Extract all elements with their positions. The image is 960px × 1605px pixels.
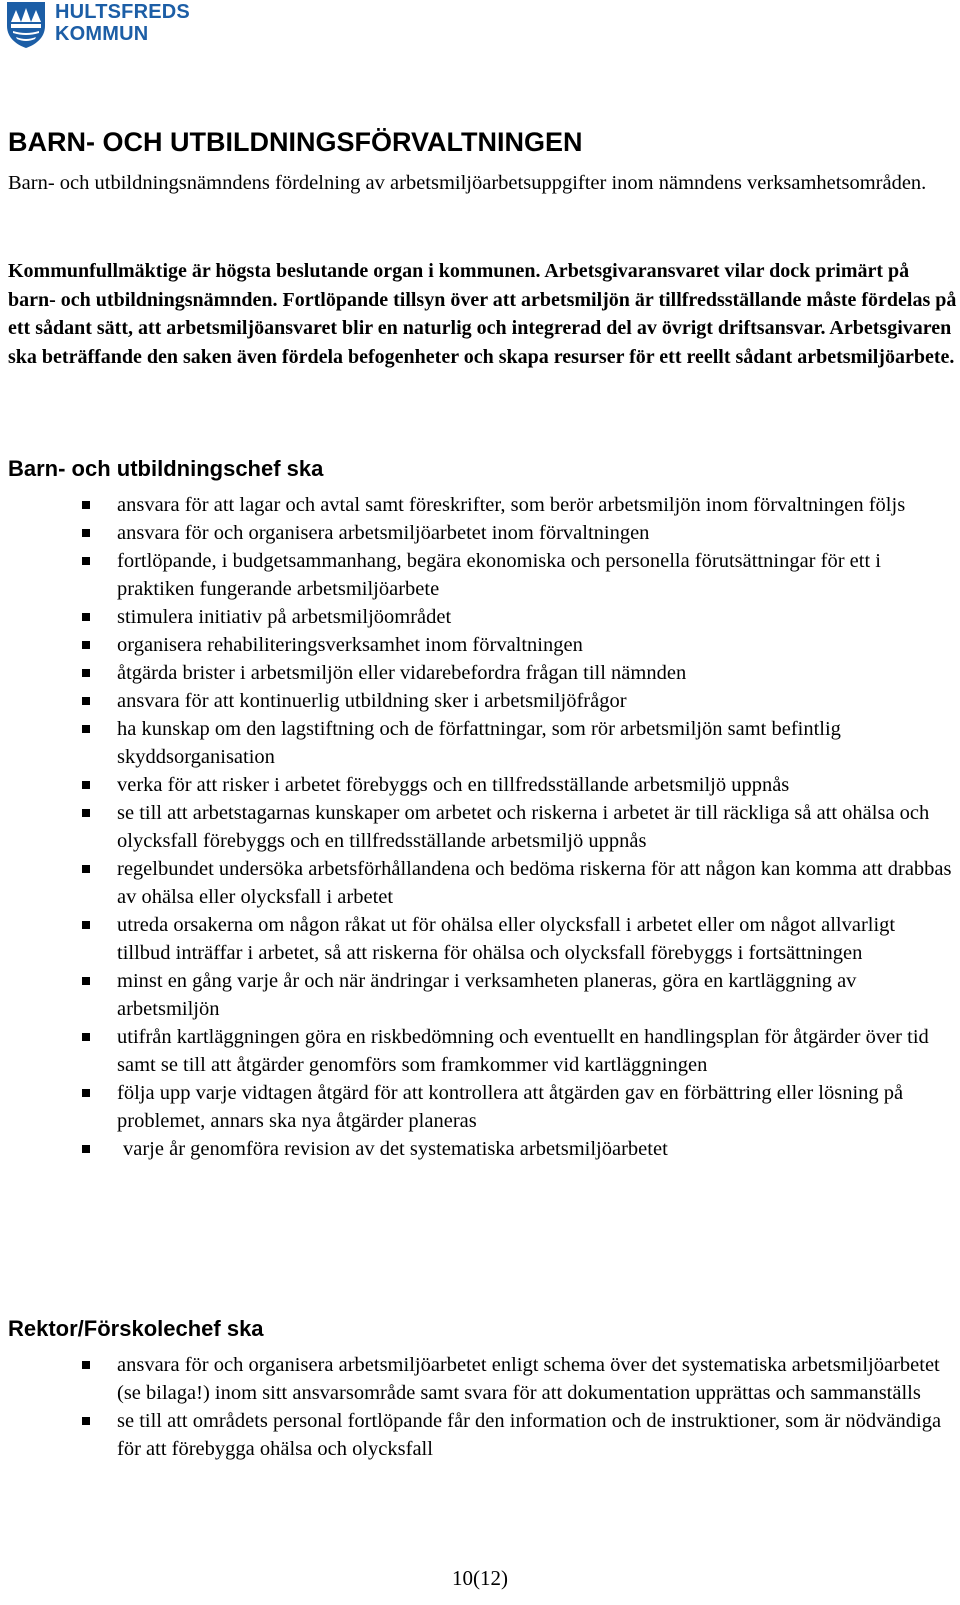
list-item-text: varje år genomföra revision av det systematiska arbetsmiljöarbetet: [123, 1138, 668, 1160]
list-item-text: se till att områdets personal fortlöpande får den information och de instruktioner, som är nödvändiga för att förebygga ohälsa och olycksfall: [117, 1410, 942, 1460]
bullet-icon: [82, 501, 90, 509]
list-item-text: ha kunskap om den lagstiftning och de författningar, som rör arbetsmiljön samt befintlig skyddsorganisation: [117, 718, 841, 768]
bullet-icon: [82, 1145, 90, 1153]
list-item-text: fortlöpande, i budgetsammanhang, begära ekonomiska och personella förutsättningar för ett i praktiken fungerande arbetsmiljöarbete: [117, 550, 881, 600]
list-item-text: följa upp varje vidtagen åtgärd för att kontrollera att åtgärden gav en förbättring eller lösning på problemet, annars ska nya åtgärder planeras: [117, 1082, 904, 1132]
bullet-icon: [82, 1361, 90, 1369]
bullet-icon: [82, 697, 90, 705]
list-item: [0, 967, 960, 1023]
list-item: [0, 659, 960, 687]
chef-duties-list: [0, 491, 960, 1163]
bullet-icon: [82, 1417, 90, 1425]
list-item-text: ansvara för och organisera arbetsmiljöarbetet enligt schema över det systematiska arbetsmiljöarbetet (se bilaga!) inom sitt ansvarsområde samt svara för att dokumentation upprättas och sammanställs: [117, 1354, 940, 1404]
page-number: 10(12): [452, 1566, 508, 1590]
page-title: BARN- OCH UTBILDNINGSFÖRVALTNINGEN: [8, 127, 583, 157]
section-heading-rektor: Rektor/Förskolechef ska: [8, 1316, 264, 1341]
list-item: [0, 631, 960, 659]
logo-line-2: KOMMUN: [55, 23, 149, 45]
subtitle: Barn- och utbildningsnämndens fördelning av arbetsmiljöarbetsuppgifter inom nämndens verksamhetsområden.: [8, 172, 927, 194]
logo-text: [55, 1, 190, 45]
logo: [5, 0, 190, 50]
bullet-icon: [82, 613, 90, 621]
list-item-text: ansvara för att kontinuerlig utbildning sker i arbetsmiljöfrågor: [117, 690, 627, 712]
rektor-duties-list: [0, 1351, 960, 1463]
intro-paragraph: Kommunfullmäktige är högsta beslutande organ i kommunen. Arbetsgivaransvaret vilar dock primärt på barn- och utbildningsnämnden. Fortlöpande tillsyn över att arbetsmiljön är tillfredsställande måste fördelas på ett sådant sätt, att arbetsmiljöansvaret blir en naturlig och integrerad del av övrigt driftsansvar. Arbetsgivaren ska beträffande den saken även fördela befogenheter och skapa resurser för ett reellt sådant arbetsmiljöarbete.: [8, 260, 957, 368]
bullet-icon: [82, 1089, 90, 1097]
bullet-icon: [82, 641, 90, 649]
list-item: [0, 603, 960, 631]
section-heading-chef: Barn- och utbildningschef ska: [8, 456, 324, 481]
list-item: [0, 687, 960, 715]
list-item: [0, 491, 960, 519]
bullet-icon: [82, 809, 90, 817]
bullet-icon: [82, 725, 90, 733]
list-item-text: utreda orsakerna om någon råkat ut för ohälsa eller olycksfall i arbetet eller om något allvarligt tillbud inträffar i arbetet, så att riskerna för ohälsa och olycksfall förebyggs i fortsättningen: [117, 914, 896, 964]
list-item-text: ansvara för att lagar och avtal samt föreskrifter, som berör arbetsmiljön inom förvaltningen följs: [117, 494, 906, 516]
list-item-text: åtgärda brister i arbetsmiljön eller vidarebefordra frågan till nämnden: [117, 662, 687, 684]
list-item-text: verka för att risker i arbetet förebyggs och en tillfredsställande arbetsmiljö uppnås: [117, 774, 790, 796]
list-item: [0, 1135, 960, 1163]
bullet-icon: [82, 865, 90, 873]
list-item: [0, 911, 960, 967]
bullet-icon: [82, 1033, 90, 1041]
list-item-text: organisera rehabiliteringsverksamhet inom förvaltningen: [117, 634, 583, 656]
coat-of-arms-icon: [5, 0, 47, 50]
list-item: [0, 1351, 960, 1407]
list-item-text: minst en gång varje år och när ändringar i verksamheten planeras, göra en kartläggning av arbetsmiljön: [117, 970, 857, 1020]
bullet-icon: [82, 557, 90, 565]
list-item: [0, 771, 960, 799]
bullet-icon: [82, 529, 90, 537]
list-item: [0, 519, 960, 547]
list-item: [0, 547, 960, 603]
list-item: [0, 1407, 960, 1463]
list-item-text: utifrån kartläggningen göra en riskbedömning och eventuellt en handlingsplan för åtgärder över tid samt se till att åtgärder genomförs som framkommer vid kartläggningen: [117, 1026, 929, 1076]
bullet-icon: [82, 977, 90, 985]
logo-line-1: HULTSFREDS: [55, 1, 190, 23]
list-item-text: regelbundet undersöka arbetsförhållandena och bedöma riskerna för att någon kan komma att drabbas av ohälsa eller olycksfall i arbetet: [117, 858, 952, 908]
list-item: [0, 715, 960, 771]
list-item: [0, 799, 960, 855]
bullet-icon: [82, 669, 90, 677]
bullet-icon: [82, 781, 90, 789]
list-item: [0, 855, 960, 911]
bullet-icon: [82, 921, 90, 929]
list-item: [0, 1079, 960, 1135]
list-item-text: ansvara för och organisera arbetsmiljöarbetet inom förvaltningen: [117, 522, 650, 544]
list-item: [0, 1023, 960, 1079]
list-item-text: stimulera initiativ på arbetsmiljöområdet: [117, 606, 452, 628]
list-item-text: se till att arbetstagarnas kunskaper om arbetet och riskerna i arbetet är till räckliga så att ohälsa och olycksfall förebyggs och en tillfredsställande arbetsmiljö uppnås: [117, 802, 930, 852]
